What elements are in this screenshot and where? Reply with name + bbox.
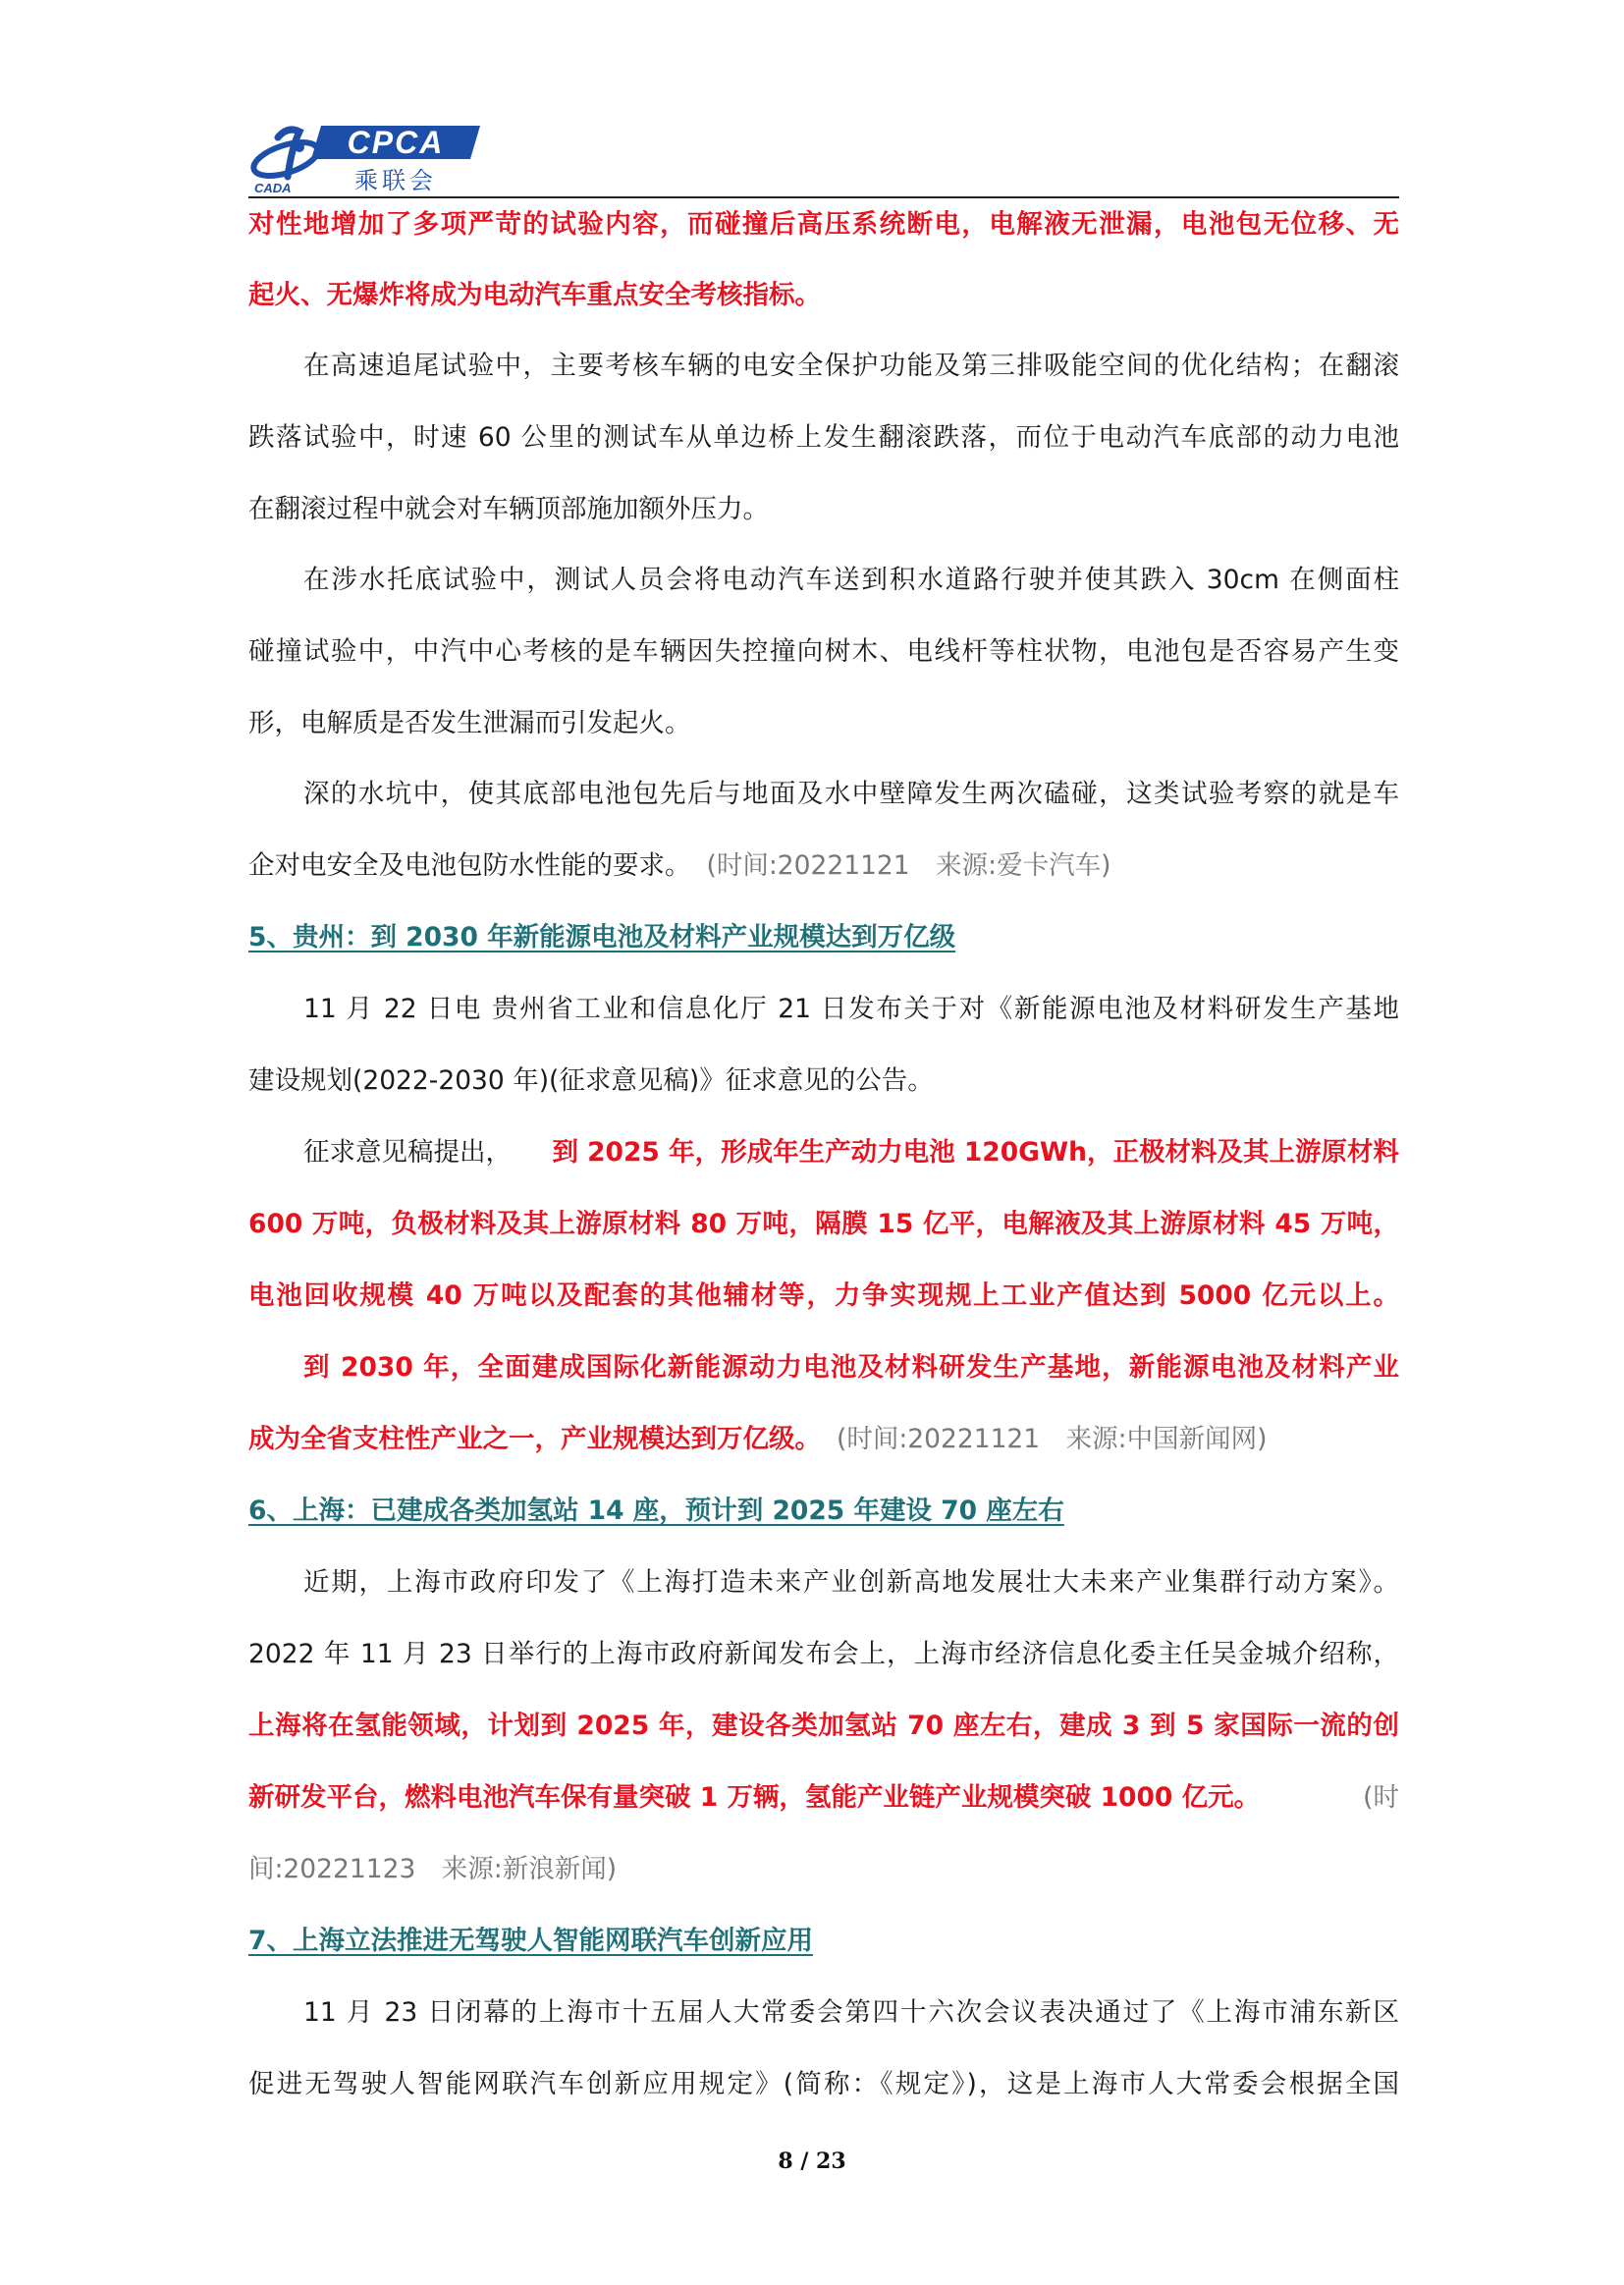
text-line: 在涉水托底试验中，测试人员会将电动汽车送到积水道路行驶并使其跌入 30cm 在侧面柱 [303, 565, 1399, 595]
text-line [248, 1418, 1267, 1461]
text-run: 成为全省支柱性产业之一，产业规模达到万亿级。 [248, 1424, 821, 1454]
text-line [248, 1776, 1399, 1820]
section-heading: 5、贵州：到 2030 年新能源电池及材料产业规模达到万亿级 [248, 922, 956, 952]
logo-subtext: 乘联会 [354, 167, 437, 194]
text-line: 上海将在氢能领域，计划到 2025 年，建设各类加氢站 70 座左右，建成 3 到 5 家国际一流的创 [248, 1711, 1399, 1741]
text-line: 2022 年 11 月 23 日举行的上海市政府新闻发布会上，上海市经济信息化委主任吴金城介绍称， [248, 1639, 1399, 1669]
text-run: 新研发平台，燃料电池汽车保有量突破 1 万辆，氢能产业链产业规模突破 1000 亿元。 [248, 1782, 1261, 1813]
header-divider [248, 196, 1399, 198]
page-header [248, 98, 1399, 196]
logo-mark: CADA [254, 181, 292, 195]
cpca-logo [248, 118, 484, 196]
text-line: 促进无驾驶人智能网联汽车创新应用规定》(简称：《规定》)，这是上海市人大常委会根据全国 [248, 2069, 1399, 2099]
text-line: 对性地增加了多项严苛的试验内容，而碰撞后高压系统断电，电解液无泄漏，电池包无位移、无 [248, 209, 1399, 240]
text-line: 建设规划(2022-2030 年)(征求意见稿)》征求意见的公告。 [248, 1065, 934, 1096]
source-note: (时 [1363, 1782, 1399, 1813]
text-line: 形，电解质是否发生泄漏而引发起火。 [248, 708, 691, 738]
text-line: 近期，上海市政府印发了《上海打造未来产业创新高地发展壮大未来产业集群行动方案》。 [303, 1567, 1399, 1598]
text-line [248, 844, 1110, 888]
text-line: 跌落试验中，时速 60 公里的测试车从单边桥上发生翻滚跌落，而位于电动汽车底部的动力电池 [248, 422, 1399, 453]
text-line: 在高速追尾试验中，主要考核车辆的电安全保护功能及第三排吸能空间的优化结构；在翻滚 [303, 351, 1399, 381]
logo-text: CPCA [347, 125, 445, 160]
text-run: 到 2025 年，形成年生产动力电池 120GWh，正极材料及其上游原材料 [552, 1137, 1399, 1168]
text-line: 在翻滚过程中就会对车辆顶部施加额外压力。 [248, 494, 769, 524]
text-line: 到 2030 年，全面建成国际化新能源动力电池及材料研发生产基地，新能源电池及材料产业 [303, 1352, 1399, 1383]
section-heading: 6、上海：已建成各类加氢站 14 座，预计到 2025 年建设 70 座左右 [248, 1496, 1064, 1526]
text-line: 起火、无爆炸将成为电动汽车重点安全考核指标。 [248, 280, 821, 310]
section-heading: 7、上海立法推进无驾驶人智能网联汽车创新应用 [248, 1926, 813, 1956]
page-number: 8 / 23 [778, 2149, 846, 2174]
text-line: 深的水坑中，使其底部电池包先后与地面及水中壁障发生两次磕碰，这类试验考察的就是车 [303, 779, 1399, 809]
source-note: 间:20221123 来源:新浪新闻) [248, 1854, 618, 1884]
text-line [303, 1131, 1399, 1174]
text-run: 企对电安全及电池包防水性能的要求。 [248, 850, 691, 881]
text-line: 11 月 23 日闭幕的上海市十五届人大常委会第四十六次会议表决通过了《上海市浦东新区 [303, 1997, 1399, 2028]
text-line: 600 万吨，负极材料及其上游原材料 80 万吨，隔膜 15 亿平，电解液及其上游原材料 45 万吨， [248, 1209, 1399, 1239]
source-note: (时间:20221121 来源:爱卡汽车) [706, 850, 1111, 881]
text-line: 11 月 22 日电 贵州省工业和信息化厅 21 日发布关于对《新能源电池及材料研发生产基地 [303, 994, 1399, 1024]
text-line: 电池回收规模 40 万吨以及配套的其他辅材等，力争实现规上工业产值达到 5000 亿元以上。 [248, 1280, 1399, 1311]
text-line: 碰撞试验中，中汽中心考核的是车辆因失控撞向树木、电线杆等柱状物，电池包是否容易产生变 [248, 636, 1399, 667]
text-run: 征求意见稿提出， [303, 1137, 512, 1168]
source-note: (时间:20221121 来源:中国新闻网) [837, 1424, 1268, 1454]
